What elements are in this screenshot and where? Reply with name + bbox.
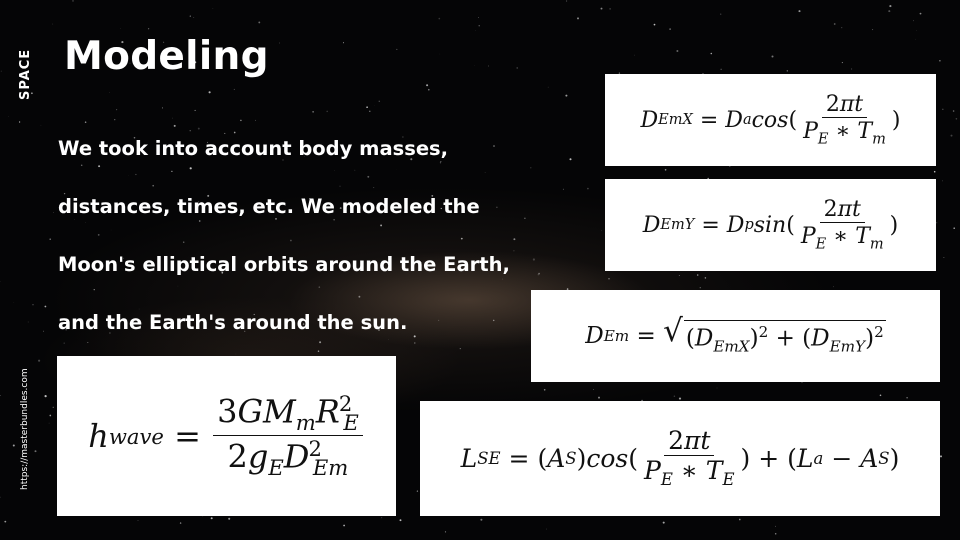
source-url: https://masterbundles.com bbox=[20, 368, 30, 490]
paragraph-line: distances, times, etc. We modeled the bbox=[58, 195, 480, 218]
paragraph-line: and the Earth's around the sun. bbox=[58, 311, 408, 334]
paragraph-line: Moon's elliptical orbits around the Earth, bbox=[58, 253, 510, 276]
paragraph-line: We took into account body masses, bbox=[58, 137, 449, 160]
equation-wave-height: h wave = $\frac{3GM_mR^2_E}{2g_ED^2_{Em}}$ bbox=[57, 356, 396, 516]
equation-dem-y: D EmY = D p sin ( $\frac{2\pi t}{P_E ∗ T_m}$ ) bbox=[605, 179, 936, 271]
equation-dem-distance: D Em = √ $(D_{EmX})^2 + (D_{EmY})^2$ bbox=[531, 290, 940, 382]
description-paragraph bbox=[58, 120, 598, 352]
equation-sun-earth-distance: L SE = ( A S ) cos ( $\frac{2\pi t}{P_E ∗ T_E}$ ) + ( L a − A S ) bbox=[420, 401, 940, 516]
category-label: SPACE bbox=[18, 48, 33, 100]
equation-dem-x: D EmX = D a cos ( $\frac{2\pi t}{P_E ∗ T_m}$ ) bbox=[605, 74, 936, 166]
slide-title: Modeling bbox=[64, 34, 269, 79]
